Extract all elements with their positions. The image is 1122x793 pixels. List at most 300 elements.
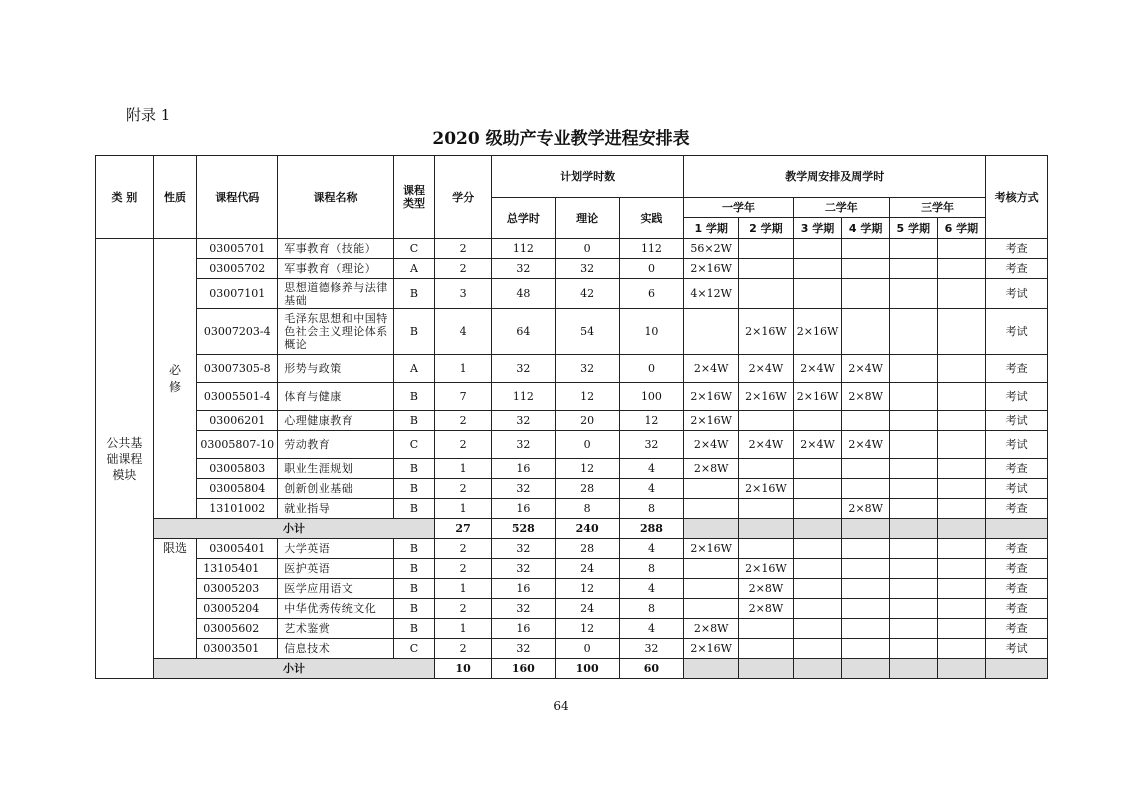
subtotal-empty-cell	[889, 659, 937, 679]
course-practice-hours: 32	[619, 639, 684, 659]
sem2-schedule	[739, 539, 794, 559]
course-credit: 2	[435, 479, 492, 499]
header-category: 类 别	[96, 156, 154, 239]
course-total-hours: 32	[491, 259, 555, 279]
course-name: 职业生涯规划	[278, 459, 393, 479]
sem1-schedule	[684, 579, 739, 599]
sem2-schedule	[739, 259, 794, 279]
course-type: A	[393, 355, 435, 383]
course-type: C	[393, 239, 435, 259]
course-credit: 2	[435, 239, 492, 259]
sem1-schedule: 2×16W	[684, 539, 739, 559]
course-code: 13101002	[197, 499, 278, 519]
sem4-schedule: 2×4W	[842, 355, 890, 383]
table-row	[96, 539, 1048, 559]
course-theory-hours: 20	[555, 411, 619, 431]
course-type: B	[393, 619, 435, 639]
header-weekly: 教学周安排及周学时	[684, 156, 986, 198]
course-theory-hours: 24	[555, 559, 619, 579]
assessment-method: 考查	[986, 539, 1048, 559]
sem5-schedule	[889, 479, 937, 499]
sem2-schedule	[739, 279, 794, 309]
course-theory-hours: 24	[555, 599, 619, 619]
assessment-method: 考查	[986, 499, 1048, 519]
assessment-method: 考试	[986, 279, 1048, 309]
course-name: 劳动教育	[278, 431, 393, 459]
sem5-schedule	[889, 559, 937, 579]
sem6-schedule	[937, 239, 986, 259]
course-total-hours: 112	[491, 383, 555, 411]
table-row	[96, 459, 1048, 479]
assessment-method: 考试	[986, 411, 1048, 431]
sem4-schedule	[842, 239, 890, 259]
course-credit: 1	[435, 499, 492, 519]
course-practice-hours: 10	[619, 309, 684, 355]
subtotal-practice-hours: 288	[619, 519, 684, 539]
course-type: B	[393, 579, 435, 599]
sem4-schedule	[842, 639, 890, 659]
sem1-schedule: 2×4W	[684, 431, 739, 459]
sem3-schedule: 2×4W	[793, 431, 842, 459]
course-credit: 2	[435, 259, 492, 279]
course-practice-hours: 112	[619, 239, 684, 259]
course-credit: 2	[435, 599, 492, 619]
subtotal-credit: 10	[435, 659, 492, 679]
course-total-hours: 16	[491, 499, 555, 519]
sem3-schedule	[793, 539, 842, 559]
sem1-schedule: 2×16W	[684, 383, 739, 411]
course-name: 心理健康教育	[278, 411, 393, 431]
header-nature: 性质	[153, 156, 197, 239]
nature-required-cell: 必修	[153, 239, 197, 519]
course-practice-hours: 32	[619, 431, 684, 459]
header-year2: 二学年	[793, 198, 889, 218]
course-total-hours: 32	[491, 431, 555, 459]
sem5-schedule	[889, 539, 937, 559]
course-type: B	[393, 539, 435, 559]
sem2-schedule	[739, 239, 794, 259]
course-code: 03005602	[197, 619, 278, 639]
sem3-schedule: 2×16W	[793, 383, 842, 411]
course-code: 03003501	[197, 639, 278, 659]
course-total-hours: 64	[491, 309, 555, 355]
sem2-schedule: 2×16W	[739, 559, 794, 579]
sem1-schedule	[684, 499, 739, 519]
header-credit: 学分	[435, 156, 492, 239]
course-name: 医学应用语文	[278, 579, 393, 599]
table-row	[96, 639, 1048, 659]
table-row	[96, 309, 1048, 355]
sem3-schedule: 2×16W	[793, 309, 842, 355]
page-title: 2020 级助产专业教学进程安排表	[432, 129, 690, 149]
sem6-schedule	[937, 431, 986, 459]
subtotal-row	[96, 659, 1048, 679]
sem6-schedule	[937, 499, 986, 519]
course-practice-hours: 8	[619, 559, 684, 579]
sem2-schedule	[739, 499, 794, 519]
course-name: 艺术鉴赏	[278, 619, 393, 639]
table-row	[96, 411, 1048, 431]
sem4-schedule	[842, 539, 890, 559]
header-sem5: 5 学期	[889, 218, 937, 239]
subtotal-row	[96, 519, 1048, 539]
sem5-schedule	[889, 459, 937, 479]
course-total-hours: 32	[491, 599, 555, 619]
course-name: 创新创业基础	[278, 479, 393, 499]
subtotal-theory-hours: 240	[555, 519, 619, 539]
sem1-schedule: 2×16W	[684, 259, 739, 279]
course-code: 03007203-4	[197, 309, 278, 355]
sem2-schedule: 2×16W	[739, 383, 794, 411]
sem3-schedule	[793, 459, 842, 479]
sem3-schedule	[793, 619, 842, 639]
module-name-cell: 公共基础课程模块	[96, 239, 154, 679]
sem4-schedule: 2×4W	[842, 431, 890, 459]
course-type: B	[393, 559, 435, 579]
course-total-hours: 32	[491, 559, 555, 579]
course-credit: 4	[435, 309, 492, 355]
header-year1: 一学年	[684, 198, 793, 218]
sem5-schedule	[889, 355, 937, 383]
header-planned-hours: 计划学时数	[491, 156, 683, 198]
sem5-schedule	[889, 411, 937, 431]
course-total-hours: 16	[491, 459, 555, 479]
sem4-schedule	[842, 309, 890, 355]
sem5-schedule	[889, 383, 937, 411]
course-practice-hours: 4	[619, 479, 684, 499]
table-row	[96, 579, 1048, 599]
sem5-schedule	[889, 279, 937, 309]
course-credit: 2	[435, 431, 492, 459]
sem1-schedule: 2×16W	[684, 411, 739, 431]
course-credit: 1	[435, 459, 492, 479]
sem1-schedule	[684, 479, 739, 499]
table-row	[96, 599, 1048, 619]
table-row	[96, 259, 1048, 279]
assessment-method: 考查	[986, 559, 1048, 579]
nature-elective-cell: 限选	[153, 539, 197, 659]
course-theory-hours: 32	[555, 355, 619, 383]
subtotal-empty-cell	[684, 659, 739, 679]
sem1-schedule: 2×4W	[684, 355, 739, 383]
sem3-schedule: 2×4W	[793, 355, 842, 383]
sem4-schedule	[842, 279, 890, 309]
course-total-hours: 112	[491, 239, 555, 259]
course-total-hours: 32	[491, 411, 555, 431]
table-row	[96, 279, 1048, 309]
sem3-schedule	[793, 639, 842, 659]
course-credit: 1	[435, 619, 492, 639]
course-credit: 2	[435, 639, 492, 659]
sem2-schedule: 2×4W	[739, 431, 794, 459]
sem2-schedule: 2×16W	[739, 479, 794, 499]
sem4-schedule	[842, 579, 890, 599]
sem3-schedule	[793, 479, 842, 499]
course-total-hours: 32	[491, 355, 555, 383]
course-name: 形势与政策	[278, 355, 393, 383]
subtotal-total-hours: 160	[491, 659, 555, 679]
course-type: B	[393, 383, 435, 411]
sem4-schedule	[842, 559, 890, 579]
course-practice-hours: 4	[619, 539, 684, 559]
subtotal-label: 小计	[153, 519, 435, 539]
course-theory-hours: 28	[555, 539, 619, 559]
course-total-hours: 16	[491, 619, 555, 639]
subtotal-empty-cell	[889, 519, 937, 539]
subtotal-empty-cell	[986, 519, 1048, 539]
header-code: 课程代码	[197, 156, 278, 239]
course-code: 03005804	[197, 479, 278, 499]
course-code: 03007101	[197, 279, 278, 309]
sem6-schedule	[937, 383, 986, 411]
assessment-method: 考查	[986, 355, 1048, 383]
subtotal-empty-cell	[937, 659, 986, 679]
header-assessment: 考核方式	[986, 156, 1048, 239]
sem3-schedule	[793, 259, 842, 279]
course-theory-hours: 28	[555, 479, 619, 499]
course-theory-hours: 12	[555, 579, 619, 599]
course-credit: 1	[435, 579, 492, 599]
sem4-schedule	[842, 259, 890, 279]
sem2-schedule: 2×8W	[739, 599, 794, 619]
course-practice-hours: 100	[619, 383, 684, 411]
course-credit: 1	[435, 355, 492, 383]
course-theory-hours: 12	[555, 383, 619, 411]
course-theory-hours: 42	[555, 279, 619, 309]
course-name: 毛泽东思想和中国特色社会主义理论体系概论	[278, 309, 393, 355]
course-credit: 2	[435, 539, 492, 559]
course-code: 03006201	[197, 411, 278, 431]
course-credit: 2	[435, 559, 492, 579]
sem3-schedule	[793, 579, 842, 599]
course-total-hours: 48	[491, 279, 555, 309]
sem6-schedule	[937, 309, 986, 355]
sem1-schedule	[684, 599, 739, 619]
sem2-schedule	[739, 639, 794, 659]
course-practice-hours: 6	[619, 279, 684, 309]
subtotal-credit: 27	[435, 519, 492, 539]
sem3-schedule	[793, 599, 842, 619]
course-name: 体育与健康	[278, 383, 393, 411]
sem6-schedule	[937, 619, 986, 639]
course-name: 军事教育（技能）	[278, 239, 393, 259]
table-row	[96, 431, 1048, 459]
table-row	[96, 239, 1048, 259]
course-practice-hours: 8	[619, 499, 684, 519]
header-sem1: 1 学期	[684, 218, 739, 239]
course-credit: 2	[435, 411, 492, 431]
sem6-schedule	[937, 459, 986, 479]
course-code: 03005803	[197, 459, 278, 479]
course-code: 03005701	[197, 239, 278, 259]
course-type: B	[393, 411, 435, 431]
sem2-schedule	[739, 459, 794, 479]
sem1-schedule	[684, 559, 739, 579]
course-code: 03005501-4	[197, 383, 278, 411]
sem6-schedule	[937, 259, 986, 279]
sem4-schedule: 2×8W	[842, 499, 890, 519]
assessment-method: 考试	[986, 383, 1048, 411]
assessment-method: 考查	[986, 239, 1048, 259]
course-credit: 7	[435, 383, 492, 411]
table-row	[96, 355, 1048, 383]
course-name: 思想道德修养与法律基础	[278, 279, 393, 309]
page-number: 64	[553, 699, 569, 713]
subtotal-empty-cell	[842, 519, 890, 539]
course-code: 03005203	[197, 579, 278, 599]
course-name: 医护英语	[278, 559, 393, 579]
header-sem2: 2 学期	[739, 218, 794, 239]
table-row	[96, 499, 1048, 519]
assessment-method: 考查	[986, 619, 1048, 639]
course-total-hours: 16	[491, 579, 555, 599]
sem5-schedule	[889, 639, 937, 659]
subtotal-empty-cell	[793, 659, 842, 679]
sem6-schedule	[937, 579, 986, 599]
course-practice-hours: 0	[619, 259, 684, 279]
sem2-schedule: 2×4W	[739, 355, 794, 383]
sem3-schedule	[793, 239, 842, 259]
header-total-hours: 总学时	[491, 198, 555, 239]
header-year3: 三学年	[889, 198, 985, 218]
subtotal-empty-cell	[937, 519, 986, 539]
assessment-method: 考查	[986, 459, 1048, 479]
sem1-schedule: 4×12W	[684, 279, 739, 309]
course-practice-hours: 0	[619, 355, 684, 383]
header-sem6: 6 学期	[937, 218, 986, 239]
course-practice-hours: 4	[619, 619, 684, 639]
sem5-schedule	[889, 431, 937, 459]
sem1-schedule	[684, 309, 739, 355]
assessment-method: 考试	[986, 639, 1048, 659]
course-code: 03005204	[197, 599, 278, 619]
table-row	[96, 383, 1048, 411]
table-row	[96, 559, 1048, 579]
sem4-schedule	[842, 599, 890, 619]
course-type: A	[393, 259, 435, 279]
course-theory-hours: 0	[555, 431, 619, 459]
course-credit: 3	[435, 279, 492, 309]
sem1-schedule: 2×16W	[684, 639, 739, 659]
course-type: B	[393, 459, 435, 479]
appendix-label: 附录 1	[126, 106, 171, 124]
subtotal-empty-cell	[739, 519, 794, 539]
header-name: 课程名称	[278, 156, 393, 239]
schedule-table	[95, 155, 1048, 679]
course-code: 03005807-10	[197, 431, 278, 459]
course-code: 03007305-8	[197, 355, 278, 383]
sem6-schedule	[937, 599, 986, 619]
sem1-schedule: 56×2W	[684, 239, 739, 259]
sem5-schedule	[889, 499, 937, 519]
header-course-type: 课程类型	[393, 156, 435, 239]
course-theory-hours: 54	[555, 309, 619, 355]
sem4-schedule	[842, 479, 890, 499]
assessment-method: 考查	[986, 259, 1048, 279]
course-name: 军事教育（理论）	[278, 259, 393, 279]
sem2-schedule: 2×8W	[739, 579, 794, 599]
sem6-schedule	[937, 279, 986, 309]
assessment-method: 考试	[986, 431, 1048, 459]
course-practice-hours: 12	[619, 411, 684, 431]
course-name: 大学英语	[278, 539, 393, 559]
course-practice-hours: 4	[619, 459, 684, 479]
course-theory-hours: 32	[555, 259, 619, 279]
course-total-hours: 32	[491, 479, 555, 499]
course-type: B	[393, 599, 435, 619]
course-code: 03005401	[197, 539, 278, 559]
header-sem4: 4 学期	[842, 218, 890, 239]
sem3-schedule	[793, 411, 842, 431]
course-theory-hours: 0	[555, 639, 619, 659]
sem4-schedule: 2×8W	[842, 383, 890, 411]
sem5-schedule	[889, 599, 937, 619]
course-type: B	[393, 309, 435, 355]
course-name: 就业指导	[278, 499, 393, 519]
course-total-hours: 32	[491, 639, 555, 659]
header-theory: 理论	[555, 198, 619, 239]
assessment-method: 考试	[986, 479, 1048, 499]
course-type: C	[393, 431, 435, 459]
course-practice-hours: 8	[619, 599, 684, 619]
sem4-schedule	[842, 411, 890, 431]
sem5-schedule	[889, 309, 937, 355]
course-code: 03005702	[197, 259, 278, 279]
sem6-schedule	[937, 539, 986, 559]
subtotal-practice-hours: 60	[619, 659, 684, 679]
sem5-schedule	[889, 259, 937, 279]
assessment-method: 考查	[986, 579, 1048, 599]
course-code: 13105401	[197, 559, 278, 579]
course-theory-hours: 12	[555, 459, 619, 479]
course-theory-hours: 8	[555, 499, 619, 519]
subtotal-empty-cell	[739, 659, 794, 679]
assessment-method: 考查	[986, 599, 1048, 619]
sem5-schedule	[889, 579, 937, 599]
course-name: 中华优秀传统文化	[278, 599, 393, 619]
course-theory-hours: 12	[555, 619, 619, 639]
subtotal-theory-hours: 100	[555, 659, 619, 679]
sem2-schedule: 2×16W	[739, 309, 794, 355]
subtotal-empty-cell	[684, 519, 739, 539]
course-type: C	[393, 639, 435, 659]
sem3-schedule	[793, 559, 842, 579]
sem3-schedule	[793, 499, 842, 519]
sem4-schedule	[842, 619, 890, 639]
subtotal-empty-cell	[986, 659, 1048, 679]
course-total-hours: 32	[491, 539, 555, 559]
table-row	[96, 619, 1048, 639]
header-practice: 实践	[619, 198, 684, 239]
sem6-schedule	[937, 639, 986, 659]
sem6-schedule	[937, 355, 986, 383]
sem2-schedule	[739, 619, 794, 639]
sem2-schedule	[739, 411, 794, 431]
subtotal-empty-cell	[842, 659, 890, 679]
course-practice-hours: 4	[619, 579, 684, 599]
sem4-schedule	[842, 459, 890, 479]
course-type: B	[393, 479, 435, 499]
assessment-method: 考试	[986, 309, 1048, 355]
subtotal-label: 小计	[153, 659, 435, 679]
course-type: B	[393, 499, 435, 519]
table-row	[96, 479, 1048, 499]
subtotal-empty-cell	[793, 519, 842, 539]
sem5-schedule	[889, 619, 937, 639]
sem5-schedule	[889, 239, 937, 259]
course-name: 信息技术	[278, 639, 393, 659]
sem6-schedule	[937, 559, 986, 579]
